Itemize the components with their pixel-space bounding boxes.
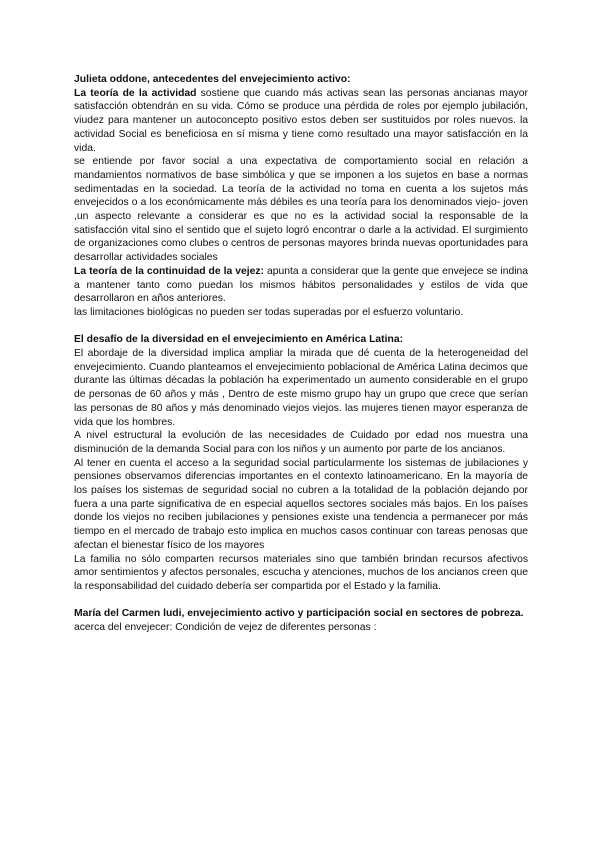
paragraph-text: sostiene que cuando más activas sean las personas ancianas mayor satisfacción obtendrán en su vida. Cómo se produce una pérdida de roles por ejemplo jubilación, viudez para mantener un autoconcepto positivo estos deben ser sustituidos por roles nuevos. la actividad Social es beneficiosa en sí misma y tiene como resultado una mayor satisfacción en la vida. [74, 87, 528, 154]
paragraph: El abordaje de la diversidad implica ampliar la mirada que dé cuenta de la heterogeneidad del envejecimiento. Cuando planteamos el envejecimiento poblacional de América Latina decimos que durante las últimas décadas la población ha experimentado un aumento considerable en el grupo de personas de 60 años y más , Dentro de este mismo grupo hay un grupo que crece que serían las personas de 80 años y más denominado viejos viejos. las mujeres tienen mayor esperanza de vida que los hombres. [74, 348, 528, 428]
paragraph: las limitaciones biológicas no pueden ser todas superadas por el esfuerzo voluntario. [74, 306, 464, 318]
paragraph [74, 87, 528, 156]
section-heading: Julieta oddone, antecedentes del envejecimiento activo: [74, 74, 351, 85]
paragraph [74, 265, 528, 306]
paragraph-text: apunta a considerar que la gente que envejece se indina a mantener tanto como puedan los mismos hábitos personalidades y estilos de vida que desarrollaron en años anteriores. [74, 265, 529, 305]
section-heading: María del Carmen ludi, envejecimiento activo y participación social en sectores de pobreza. [74, 608, 524, 620]
paragraph: acerca del envejecer: Condición de vejez de diferentes personas : [74, 622, 377, 634]
term: La teoría de la continuidad de la vejez: [74, 265, 264, 277]
paragraph: se entiende por favor social a una expectativa de comportamiento social en relación a mandamientos normativos de base simbólica y que se imponen a los sujetos en base a normas sedimentadas en la sociedad. La teoría de la actividad no toma en cuenta a los sujetos más envejecidos o a los económicamente más débiles es una teoría para los denominados viejo- joven ,un aspecto relevante a considerar es que no es la actividad social la responsable de la satisfacción vital sino el sentido que el sujeto logró encontrar o darle a la actividad. El surgimiento de organizaciones como clubes o centros de personas mayores brinda nuevas oportunidades para desarrollar actividades sociales [74, 156, 528, 264]
spacer [74, 320, 528, 334]
spacer [74, 594, 528, 608]
term: La teoría de la actividad [74, 87, 197, 99]
document-page [74, 73, 528, 635]
section-heading: El desafío de la diversidad en el envejecimiento en América Latina: [74, 334, 404, 346]
paragraph: La familia no sólo comparten recursos materiales sino que también brindan recursos afectivos amor sentimientos y afectos personales, escucha y atenciones, muchos de los ancianos creen que la responsabilidad del cuidado debería ser compartida por el Estado y la familia. [74, 553, 528, 592]
paragraph: Al tener en cuenta el acceso a la seguridad social particularmente los sistemas de jubilaciones y pensiones observamos diferencias importantes en el contexto latinoamericano. En la mayoría de los países los sistemas de seguridad social no cubren a la totalidad de la población dejando por fuera a una parte significativa de en especial aquellos sectores sociales más bajos. En los países donde los viejos no reciben jubilaciones y pensiones existe una tendencia a permanecer por más tiempo en el mercado de trabajo esto implica en muchos casos continuar con tareas penosas que afectan el bienestar físico de los mayores [74, 457, 528, 551]
paragraph: A nivel estructural la evolución de las necesidades de Cuidado por edad nos muestra una disminución de la demanda Social para con los niños y un aumento por parte de los ancianos. [74, 430, 528, 455]
